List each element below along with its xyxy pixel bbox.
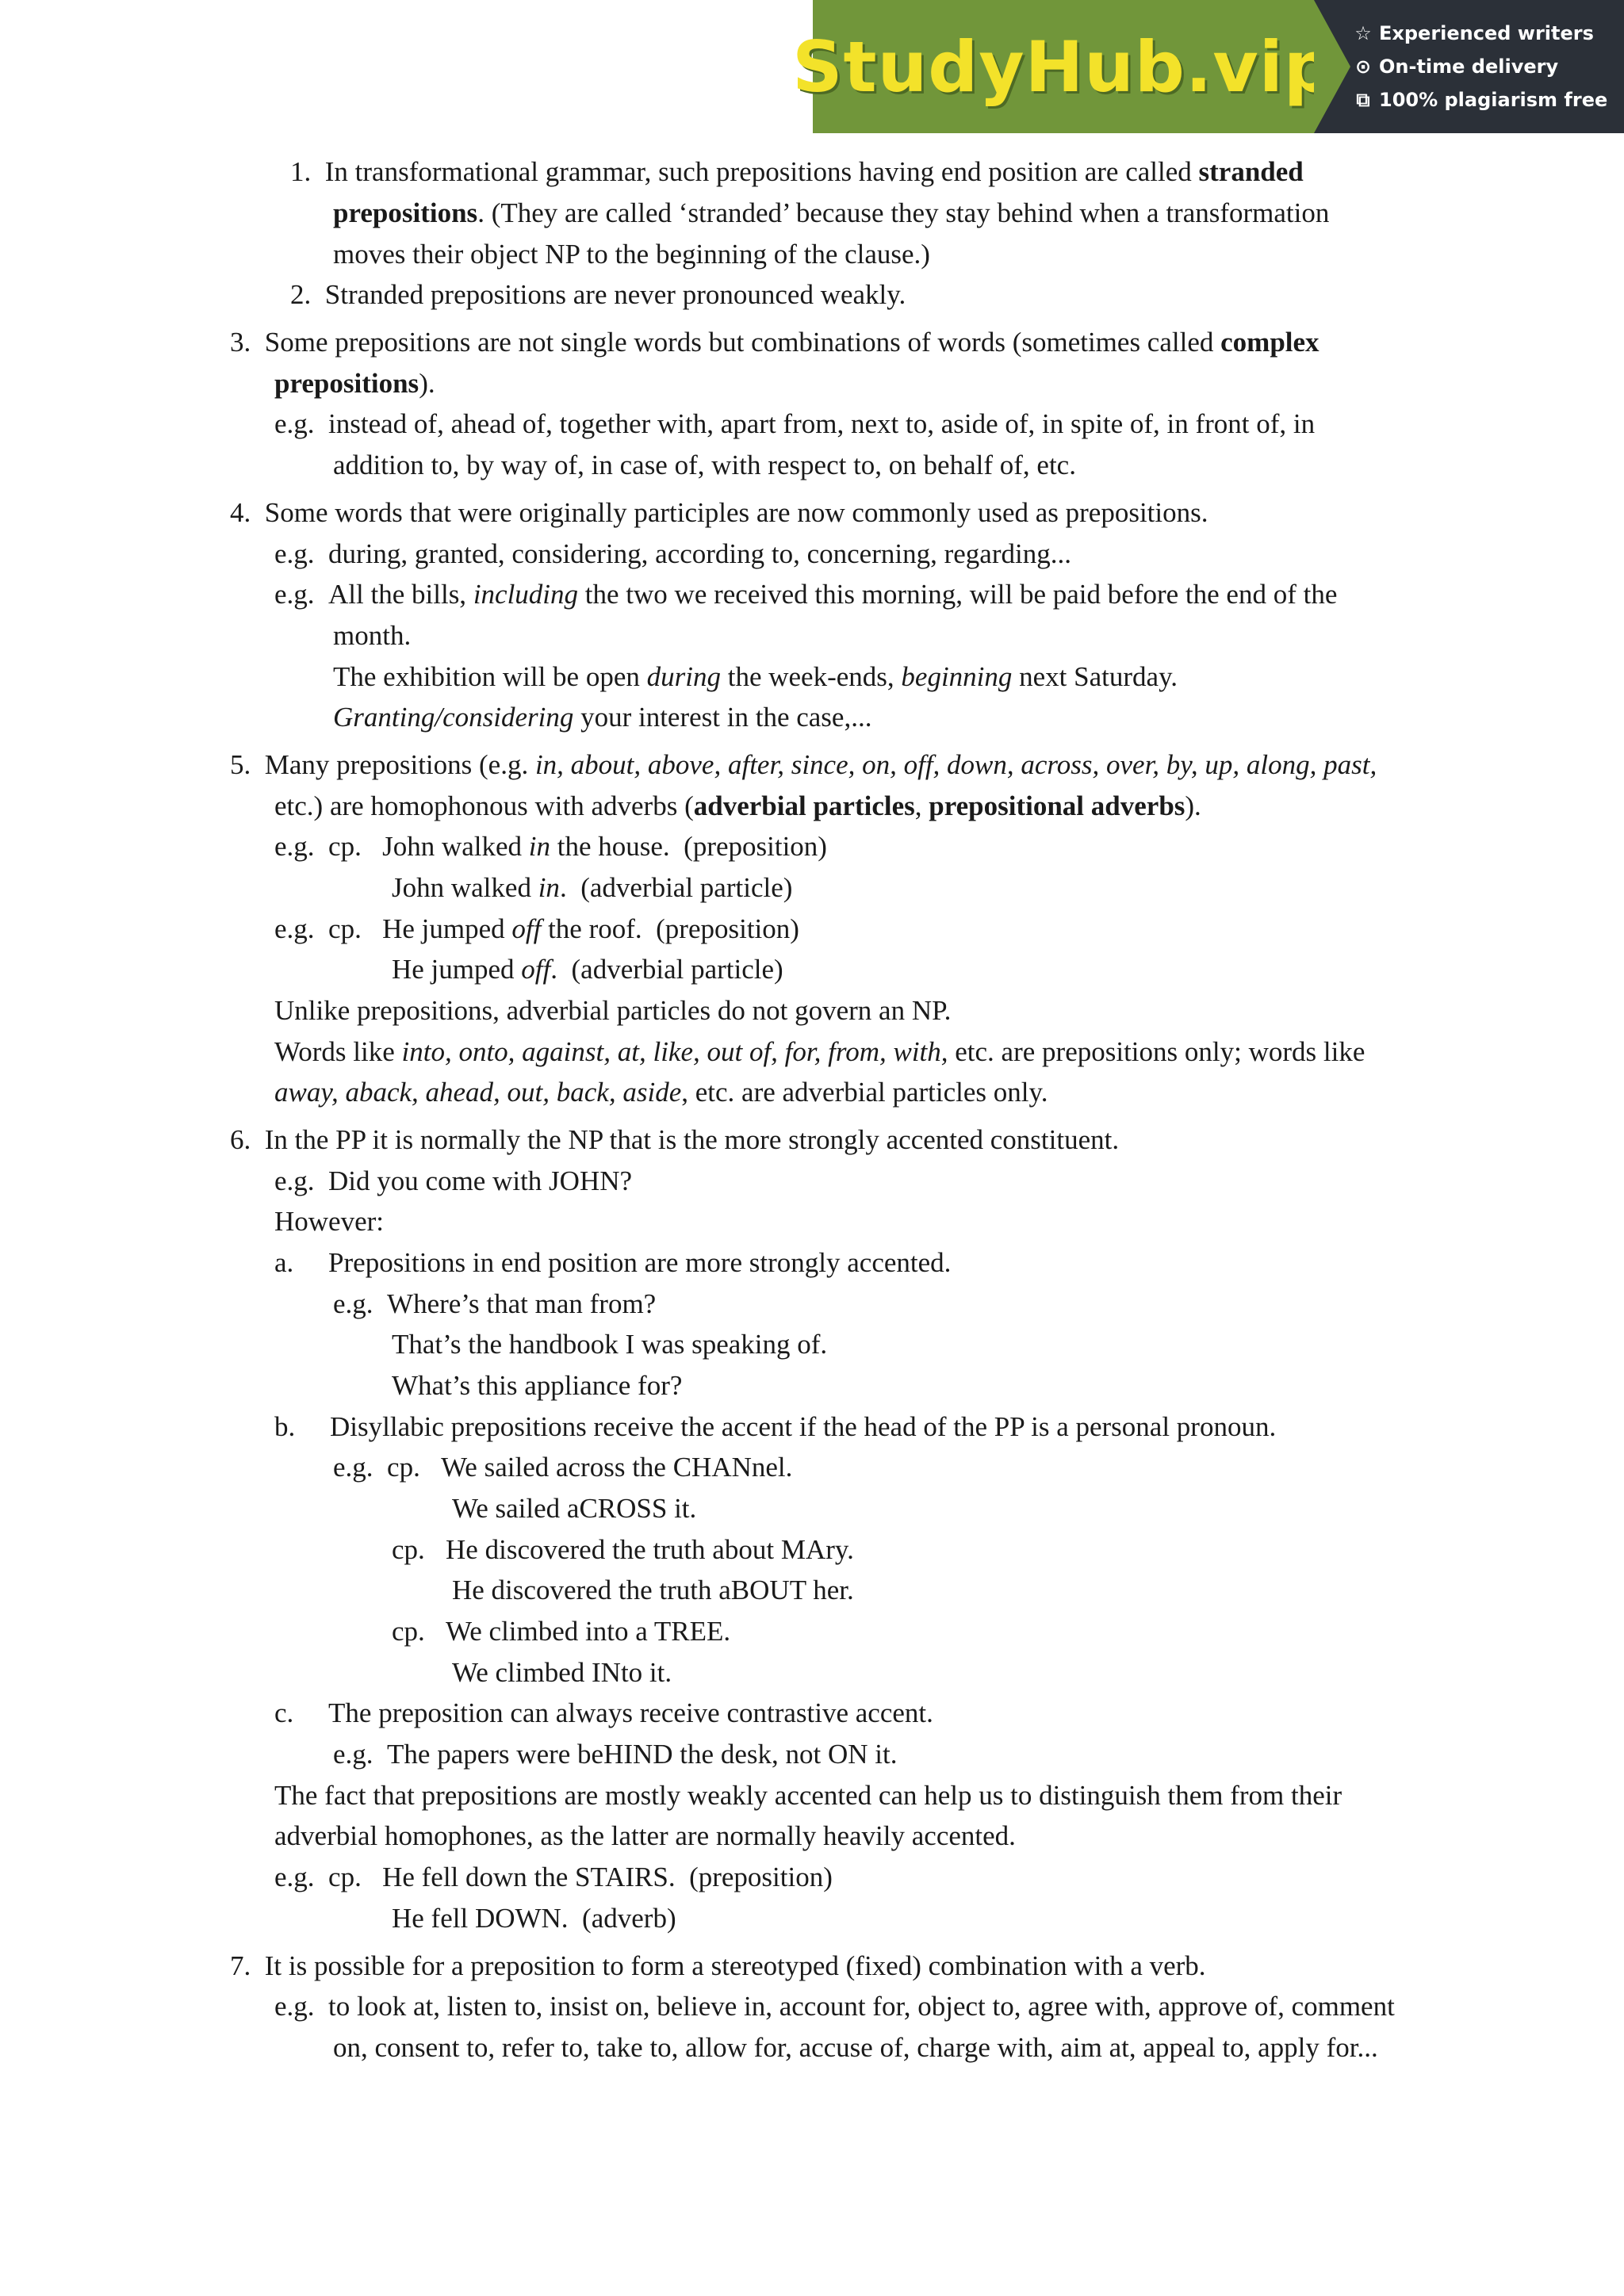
text-line: b. Disyllabic prepositions receive the accent if the head of the PP is a personal pronoun. (274, 1411, 1277, 1442)
text-line: e.g. to look at, listen to, insist on, believe in, account for, object to, agree with, approve of, comment (274, 1991, 1395, 2022)
text-line: away, aback, ahead, out, back, aside, etc. are adverbial particles only. (274, 1077, 1048, 1108)
text-line: The exhibition will be open during the week-ends, beginning next Saturday. (333, 661, 1178, 692)
text-line: What’s this appliance for? (392, 1370, 683, 1401)
text-line: adverbial homophones, as the latter are normally heavily accented. (274, 1820, 1016, 1851)
text-line: However: (274, 1206, 385, 1237)
text-line: prepositions. (They are called ‘stranded’ because they stay behind when a transformation (333, 197, 1330, 228)
text-line: He jumped off. (adverbial particle) (392, 954, 783, 985)
text-line: e.g. Where’s that man from? (333, 1288, 657, 1319)
text-line: Unlike prepositions, adverbial particles do not govern an NP. (274, 995, 952, 1026)
text-line: That’s the handbook I was speaking of. (392, 1329, 828, 1360)
text-line: e.g. cp. John walked in the house. (preposition) (274, 831, 827, 862)
text-line: etc.) are homophonous with adverbs (adverbial particles, prepositional adverbs). (274, 790, 1201, 821)
text-line: addition to, by way of, in case of, with respect to, on behalf of, etc. (333, 450, 1076, 480)
text-line: The fact that prepositions are mostly weakly accented can help us to distinguish them from their (274, 1780, 1342, 1811)
copy-icon: ⧉ (1356, 89, 1370, 111)
text-line: e.g. All the bills, including the two we received this morning, will be paid before the end of the (274, 579, 1338, 610)
text-line: 3. Some prepositions are not single words but combinations of words (sometimes called complex (230, 327, 1320, 358)
text-line: 2. Stranded prepositions are never pronounced weakly. (290, 279, 906, 310)
text-line: prepositions). (274, 368, 435, 399)
text-line: e.g. cp. He fell down the STAIRS. (preposition) (274, 1862, 833, 1892)
star-icon: ☆ (1354, 22, 1372, 44)
text-line: e.g. instead of, ahead of, together with, apart from, next to, aside of, in spite of, in front of, in (274, 408, 1316, 439)
text-line: 5. Many prepositions (e.g. in, about, above, after, since, on, off, down, across, over, by, up, along, past, (230, 749, 1377, 780)
text-line: 7. It is possible for a preposition to form a stereotyped (fixed) combination with a verb. (230, 1950, 1206, 1981)
text-line: month. (333, 620, 412, 651)
text-line: Words like into, onto, against, at, like, out of, for, from, with, etc. are prepositions only; words like (274, 1036, 1365, 1067)
text-line: e.g. The papers were beHIND the desk, not ON it. (333, 1739, 898, 1770)
text-line: cp. He discovered the truth about MAry. (392, 1534, 854, 1565)
text-line: John walked in. (adverbial particle) (392, 872, 793, 903)
text-line: e.g. cp. We sailed across the CHANnel. (333, 1452, 793, 1483)
text-line: 6. In the PP it is normally the NP that is the more strongly accented constituent. (230, 1124, 1120, 1155)
feature-label: Experienced writers (1379, 22, 1594, 44)
text-line: e.g. Did you come with JOHN? (274, 1165, 633, 1196)
feature-label: 100% plagiarism free (1379, 89, 1608, 111)
text-line: We sailed aCROSS it. (452, 1493, 697, 1524)
text-line: cp. We climbed into a TREE. (392, 1616, 731, 1647)
text-line: a. Prepositions in end position are more strongly accented. (274, 1247, 952, 1278)
text-line: He fell DOWN. (adverb) (392, 1903, 676, 1934)
feature-label: On-time delivery (1379, 55, 1559, 78)
text-line: e.g. during, granted, considering, according to, concerning, regarding... (274, 538, 1071, 569)
clock-icon: ⊙ (1354, 55, 1372, 78)
text-line: 4. Some words that were originally participles are now commonly used as prepositions. (230, 497, 1208, 528)
text-line: c. The preposition can always receive contrastive accent. (274, 1697, 933, 1728)
text-line: Granting/considering your interest in the case,... (333, 702, 872, 733)
text-line: moves their object NP to the beginning of the clause.) (333, 239, 930, 270)
text-line: on, consent to, refer to, take to, allow for, accuse of, charge with, aim at, appeal to, apply for... (333, 2032, 1378, 2063)
text-line: He discovered the truth aBOUT her. (452, 1575, 854, 1605)
text-line: We climbed INto it. (452, 1657, 672, 1688)
text-line: 1. In transformational grammar, such prepositions having end position are called stranded (290, 156, 1304, 187)
text-line: e.g. cp. He jumped off the roof. (preposition) (274, 913, 799, 944)
brand-name: StudyHub.vip (792, 25, 1335, 108)
